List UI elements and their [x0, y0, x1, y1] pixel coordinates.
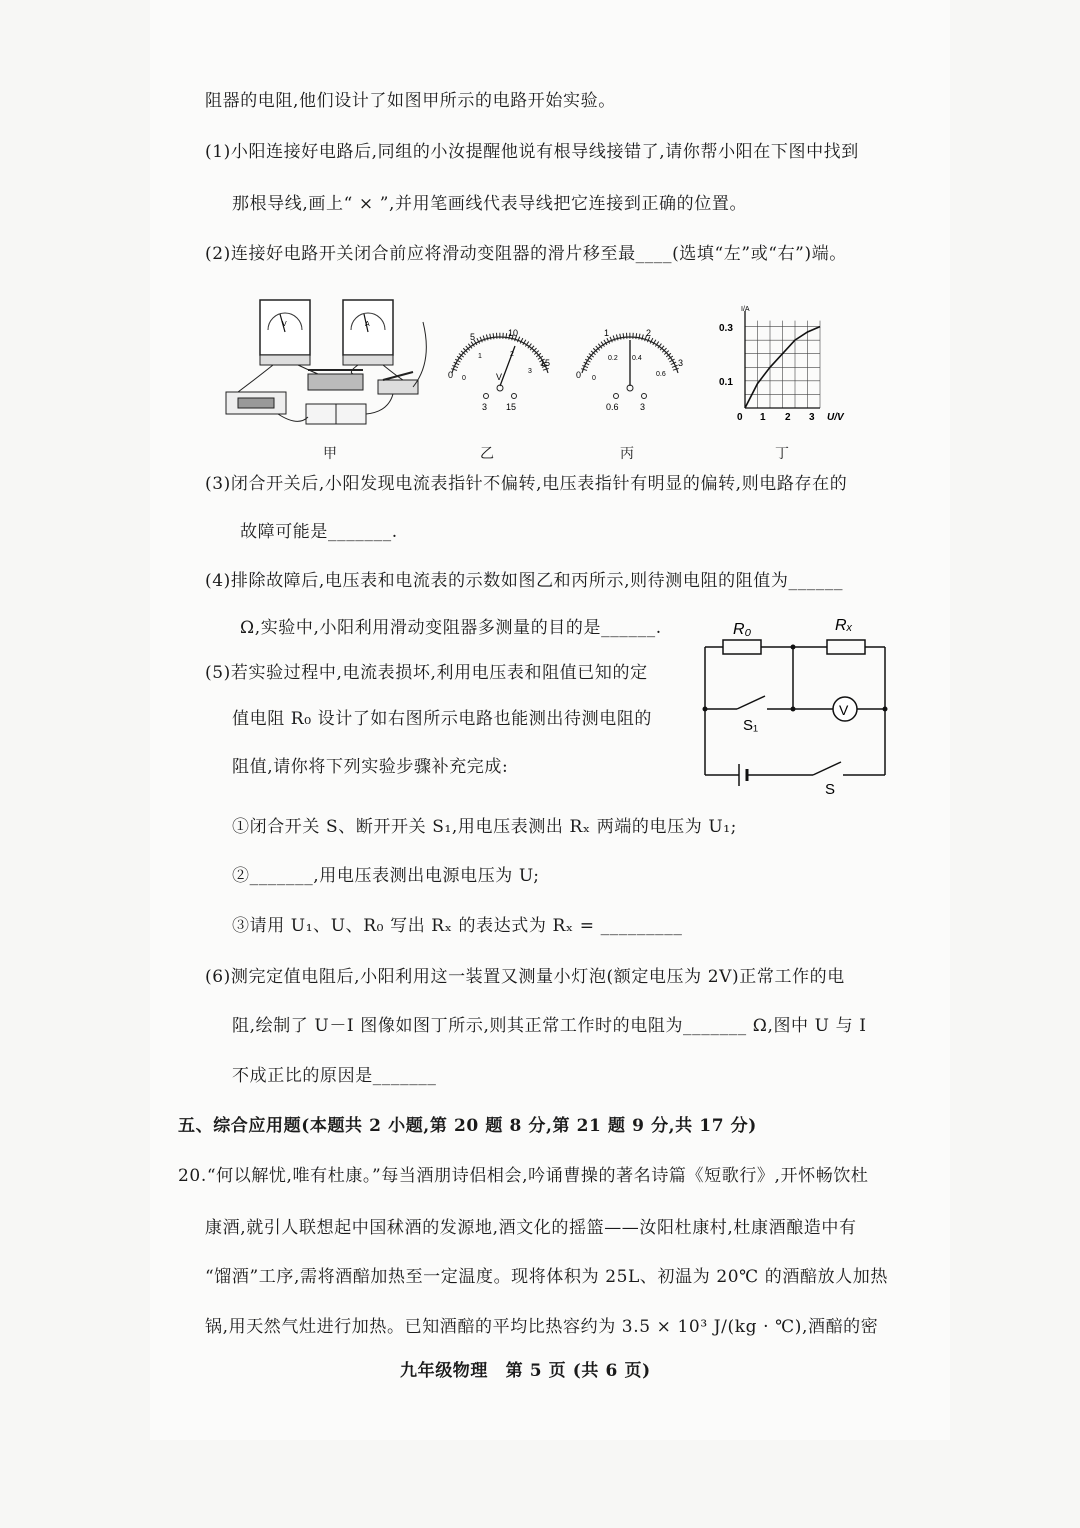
y-axis-label: I/A — [741, 306, 750, 313]
a-tick: 0 — [576, 370, 582, 380]
a-inner-tick: 0.6 — [656, 371, 666, 378]
question-3: (3)闭合开关后,小阳发现电流表指针不偏转,电压表指针有明显的偏转,则电路存在的 — [205, 474, 848, 494]
v-terminal: 15 — [506, 402, 517, 412]
v-inner-tick: 2 — [510, 351, 514, 358]
a-tick: 3 — [678, 358, 684, 368]
text-line: 那根导线,画上“ × ”,并用笔画线代表导线把它连接到正确的位置。 — [232, 194, 748, 214]
a-inner-tick: 0 — [592, 375, 596, 382]
question-2: (2)连接好电路开关闭合前应将滑动变阻器的滑片移至最____(选填“左”或“右”)端。 — [205, 244, 847, 264]
text-line: 阻值,请你将下列实验步骤补充完成: — [232, 757, 509, 777]
text-line: 锅,用天然气灶进行加热。已知酒醅的平均比热容约为 3.5 × 10³ J/(kg · ℃),酒醅的密 — [205, 1317, 879, 1337]
svg-text:V: V — [282, 321, 287, 328]
a-tick: 2 — [646, 328, 652, 338]
step-1: ①闭合开关 S、断开开关 S₁,用电压表测出 Rₓ 两端的电压为 U₁; — [232, 817, 738, 837]
text-line: 故障可能是_______. — [240, 522, 398, 542]
v-tick: 5 — [470, 332, 476, 342]
x-tick: 0 — [737, 412, 743, 423]
question-20: 20.“何以解忧,唯有杜康。”每当酒朋诗侣相会,吟诵曹操的著名诗篇《短歌行》,开怀畅饮杜 — [178, 1166, 869, 1186]
x-tick: 1 — [760, 412, 766, 423]
s-label: S — [825, 781, 836, 798]
section-heading: 五、综合应用题(本题共 2 小题,第 20 题 8 分,第 21 题 9 分,共 17 分) — [178, 1116, 757, 1136]
s1-label: S₁ — [743, 717, 759, 734]
figure-circuit — [695, 612, 895, 802]
figure-jia-apparatus — [218, 292, 443, 440]
text-line: Ω,实验中,小阳利用滑动变阻器多测量的目的是______. — [240, 618, 662, 638]
v-tick: 15 — [540, 358, 551, 368]
text-line: 康酒,就引人联想起中国秫酒的发源地,酒文化的摇篮——汝阳杜康村,杜康酒酿造中有 — [205, 1218, 857, 1238]
x-tick: 2 — [785, 412, 791, 423]
a-tick: 1 — [604, 328, 610, 338]
text-line: 阻,绘制了 U－I 图像如图丁所示,则其正常工作时的电阻为_______ Ω,图中 U 与 I — [232, 1016, 867, 1036]
question-6: (6)测完定值电阻后,小阳利用这一装置又测量小灯泡(额定电压为 2V)正常工作的电 — [205, 967, 845, 987]
y-tick: 0.1 — [719, 377, 733, 388]
question-5: (5)若实验过程中,电流表损坏,利用电压表和阻值已知的定 — [205, 663, 648, 683]
step-2: ②_______,用电压表测出电源电压为 U; — [232, 866, 540, 886]
caption-jia: 甲 — [323, 446, 337, 462]
y-tick: 0.3 — [719, 323, 733, 334]
text-line: 阻器的电阻,他们设计了如图甲所示的电路开始实验。 — [205, 91, 616, 111]
v-tick: 0 — [448, 370, 454, 380]
meter-v: V — [839, 702, 849, 718]
text-line: 不成正比的原因是_______ — [232, 1066, 437, 1086]
caption-bing: 丙 — [620, 446, 634, 462]
v-inner-tick: 1 — [478, 353, 482, 360]
svg-text:A: A — [365, 321, 370, 328]
v-inner-tick: 0 — [462, 375, 466, 382]
x-tick: 3 — [809, 412, 815, 423]
step-3: ③请用 U₁、U、R₀ 写出 Rₓ 的表达式为 Rₓ = _________ — [232, 916, 683, 936]
figure-ding-ui-graph — [715, 303, 850, 428]
text-line: 值电阻 R₀ 设计了如右图所示电路也能测出待测电阻的 — [232, 709, 653, 729]
rx-label: Rₓ — [835, 617, 853, 634]
page-footer: 九年级物理 第 5 页 (共 6 页) — [400, 1361, 651, 1381]
text-line: “馏酒”工序,需将酒醅加热至一定温度。现将体积为 25L、初温为 20℃ 的酒醅放人加热 — [205, 1267, 888, 1287]
figure-bing-ammeter — [570, 318, 690, 413]
x-axis-label: U/V — [827, 412, 844, 423]
figure-yi-voltmeter — [440, 318, 560, 413]
v-terminal: 3 — [482, 402, 488, 412]
a-terminal: 0.6 — [606, 402, 619, 412]
question-4: (4)排除故障后,电压表和电流表的示数如图乙和丙所示,则待测电阻的阻值为______ — [205, 571, 844, 591]
v-tick: 10 — [508, 328, 519, 338]
a-inner-tick: 0.2 — [608, 355, 618, 362]
v-unit: V — [496, 372, 503, 382]
question-1: (1)小阳连接好电路后,同组的小汝提醒他说有根导线接错了,请你帮小阳在下图中找到 — [205, 142, 859, 162]
caption-ding: 丁 — [775, 446, 789, 462]
a-inner-tick: 0.4 — [632, 355, 642, 362]
v-inner-tick: 3 — [528, 368, 532, 375]
a-terminal: 3 — [640, 402, 646, 412]
r0-label: R₀ — [733, 621, 752, 638]
caption-yi: 乙 — [480, 446, 494, 462]
